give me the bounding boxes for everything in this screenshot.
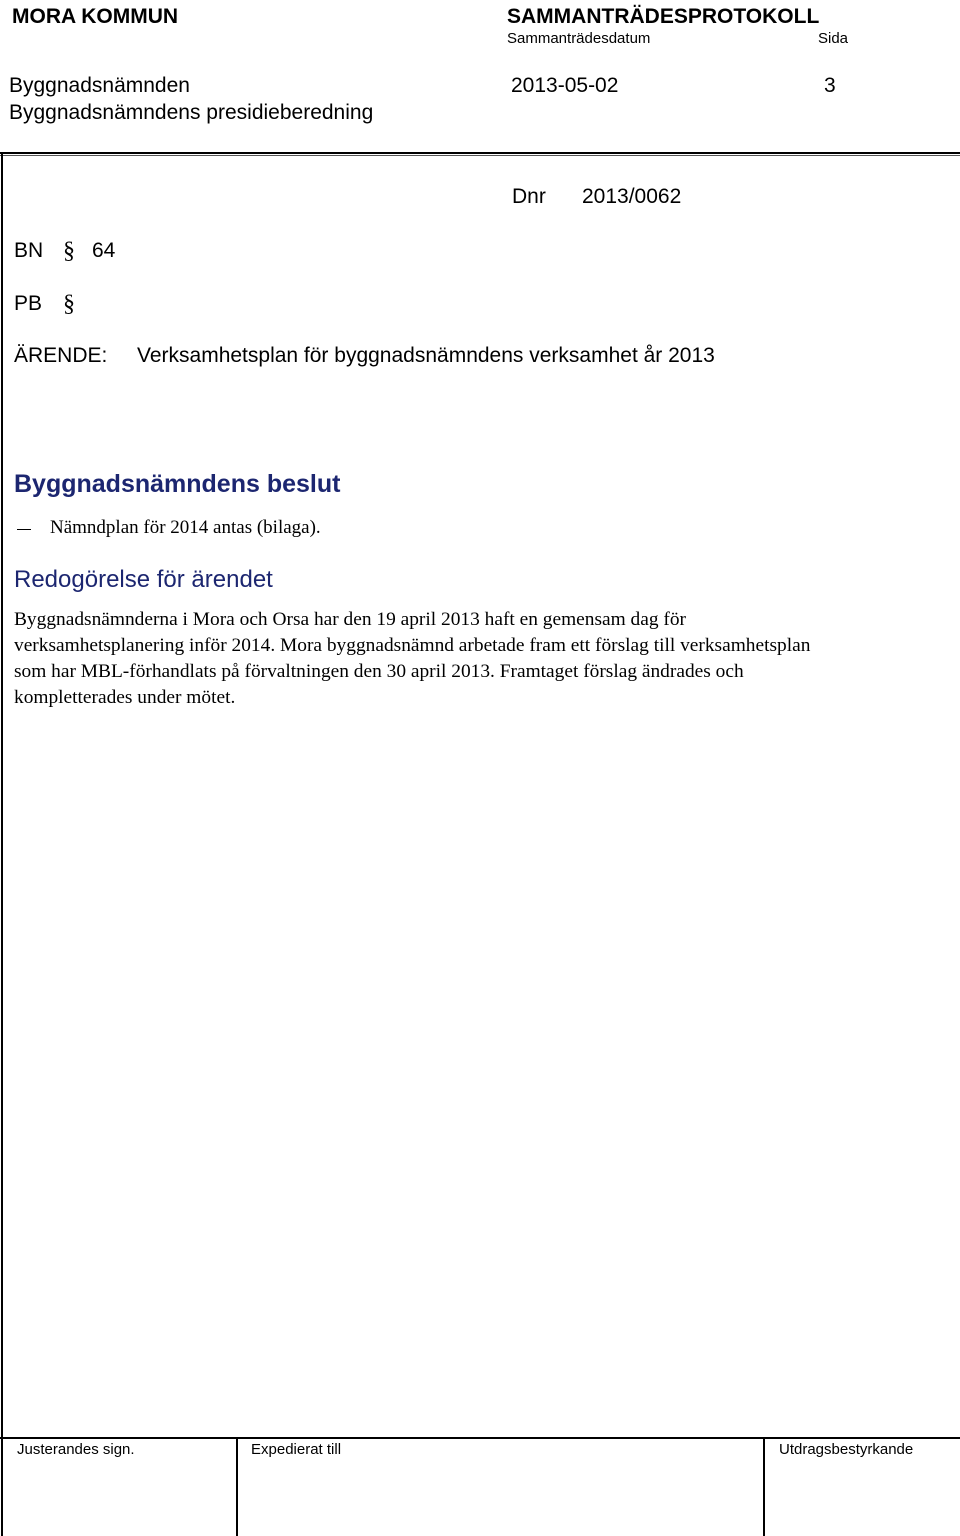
arende-label: ÄRENDE: (14, 344, 108, 367)
pb-paragraph-symbol: § (63, 291, 75, 317)
pb-label: PB (14, 292, 43, 315)
report-body (14, 607, 954, 711)
report-line: som har MBL-förhandlats på förvaltningen den 30 april 2013. Framtaget förslag ändrades och (14, 661, 744, 682)
arende-subject: Verksamhetsplan för byggnadsnämndens verksamhet år 2013 (137, 344, 715, 367)
meeting-date-label: Sammanträdesdatum (507, 30, 651, 47)
report-line: kompletterades under mötet. (14, 687, 236, 708)
page-number: 3 (824, 74, 836, 97)
utdragsbestyrkande-label: Utdragsbestyrkande (779, 1441, 914, 1458)
frame-left-rule (1, 152, 3, 1536)
justerandes-sign-label: Justerandes sign. (17, 1441, 135, 1458)
frame-top-rule (0, 152, 960, 154)
organization-name: MORA KOMMUN (12, 5, 179, 28)
document-type-title: SAMMANTRÄDESPROTOKOLL (507, 5, 820, 28)
page-label: Sida (818, 30, 849, 47)
footer-rule (0, 1437, 960, 1439)
decision-heading: Byggnadsnämndens beslut (14, 470, 341, 498)
frame-top-rule-secondary (0, 155, 960, 156)
footer-column-divider (236, 1437, 238, 1536)
bn-paragraph-symbol: § (63, 238, 75, 264)
bn-paragraph-number: 64 (92, 239, 116, 262)
report-line: verksamhetsplanering inför 2014. Mora byggnadsnämnd arbetade fram ett förslag till verksamhetsplan (14, 635, 811, 656)
dnr-value: 2013/0062 (582, 185, 682, 208)
decision-item: Nämndplan för 2014 antas (bilaga). (50, 517, 321, 538)
meeting-date: 2013-05-02 (511, 74, 619, 97)
expedierat-till-label: Expedierat till (251, 1441, 342, 1458)
report-heading: Redogörelse för ärendet (14, 566, 273, 593)
sub-committee-name: Byggnadsnämndens presidieberedning (9, 101, 374, 124)
footer-column-divider (763, 1437, 765, 1536)
committee-name: Byggnadsnämnden (9, 74, 190, 97)
report-line: Byggnadsnämnderna i Mora och Orsa har den 19 april 2013 haft en gemensam dag för (14, 609, 687, 630)
dnr-label: Dnr (512, 185, 546, 208)
bn-label: BN (14, 239, 44, 262)
list-dash-bullet (17, 529, 31, 530)
